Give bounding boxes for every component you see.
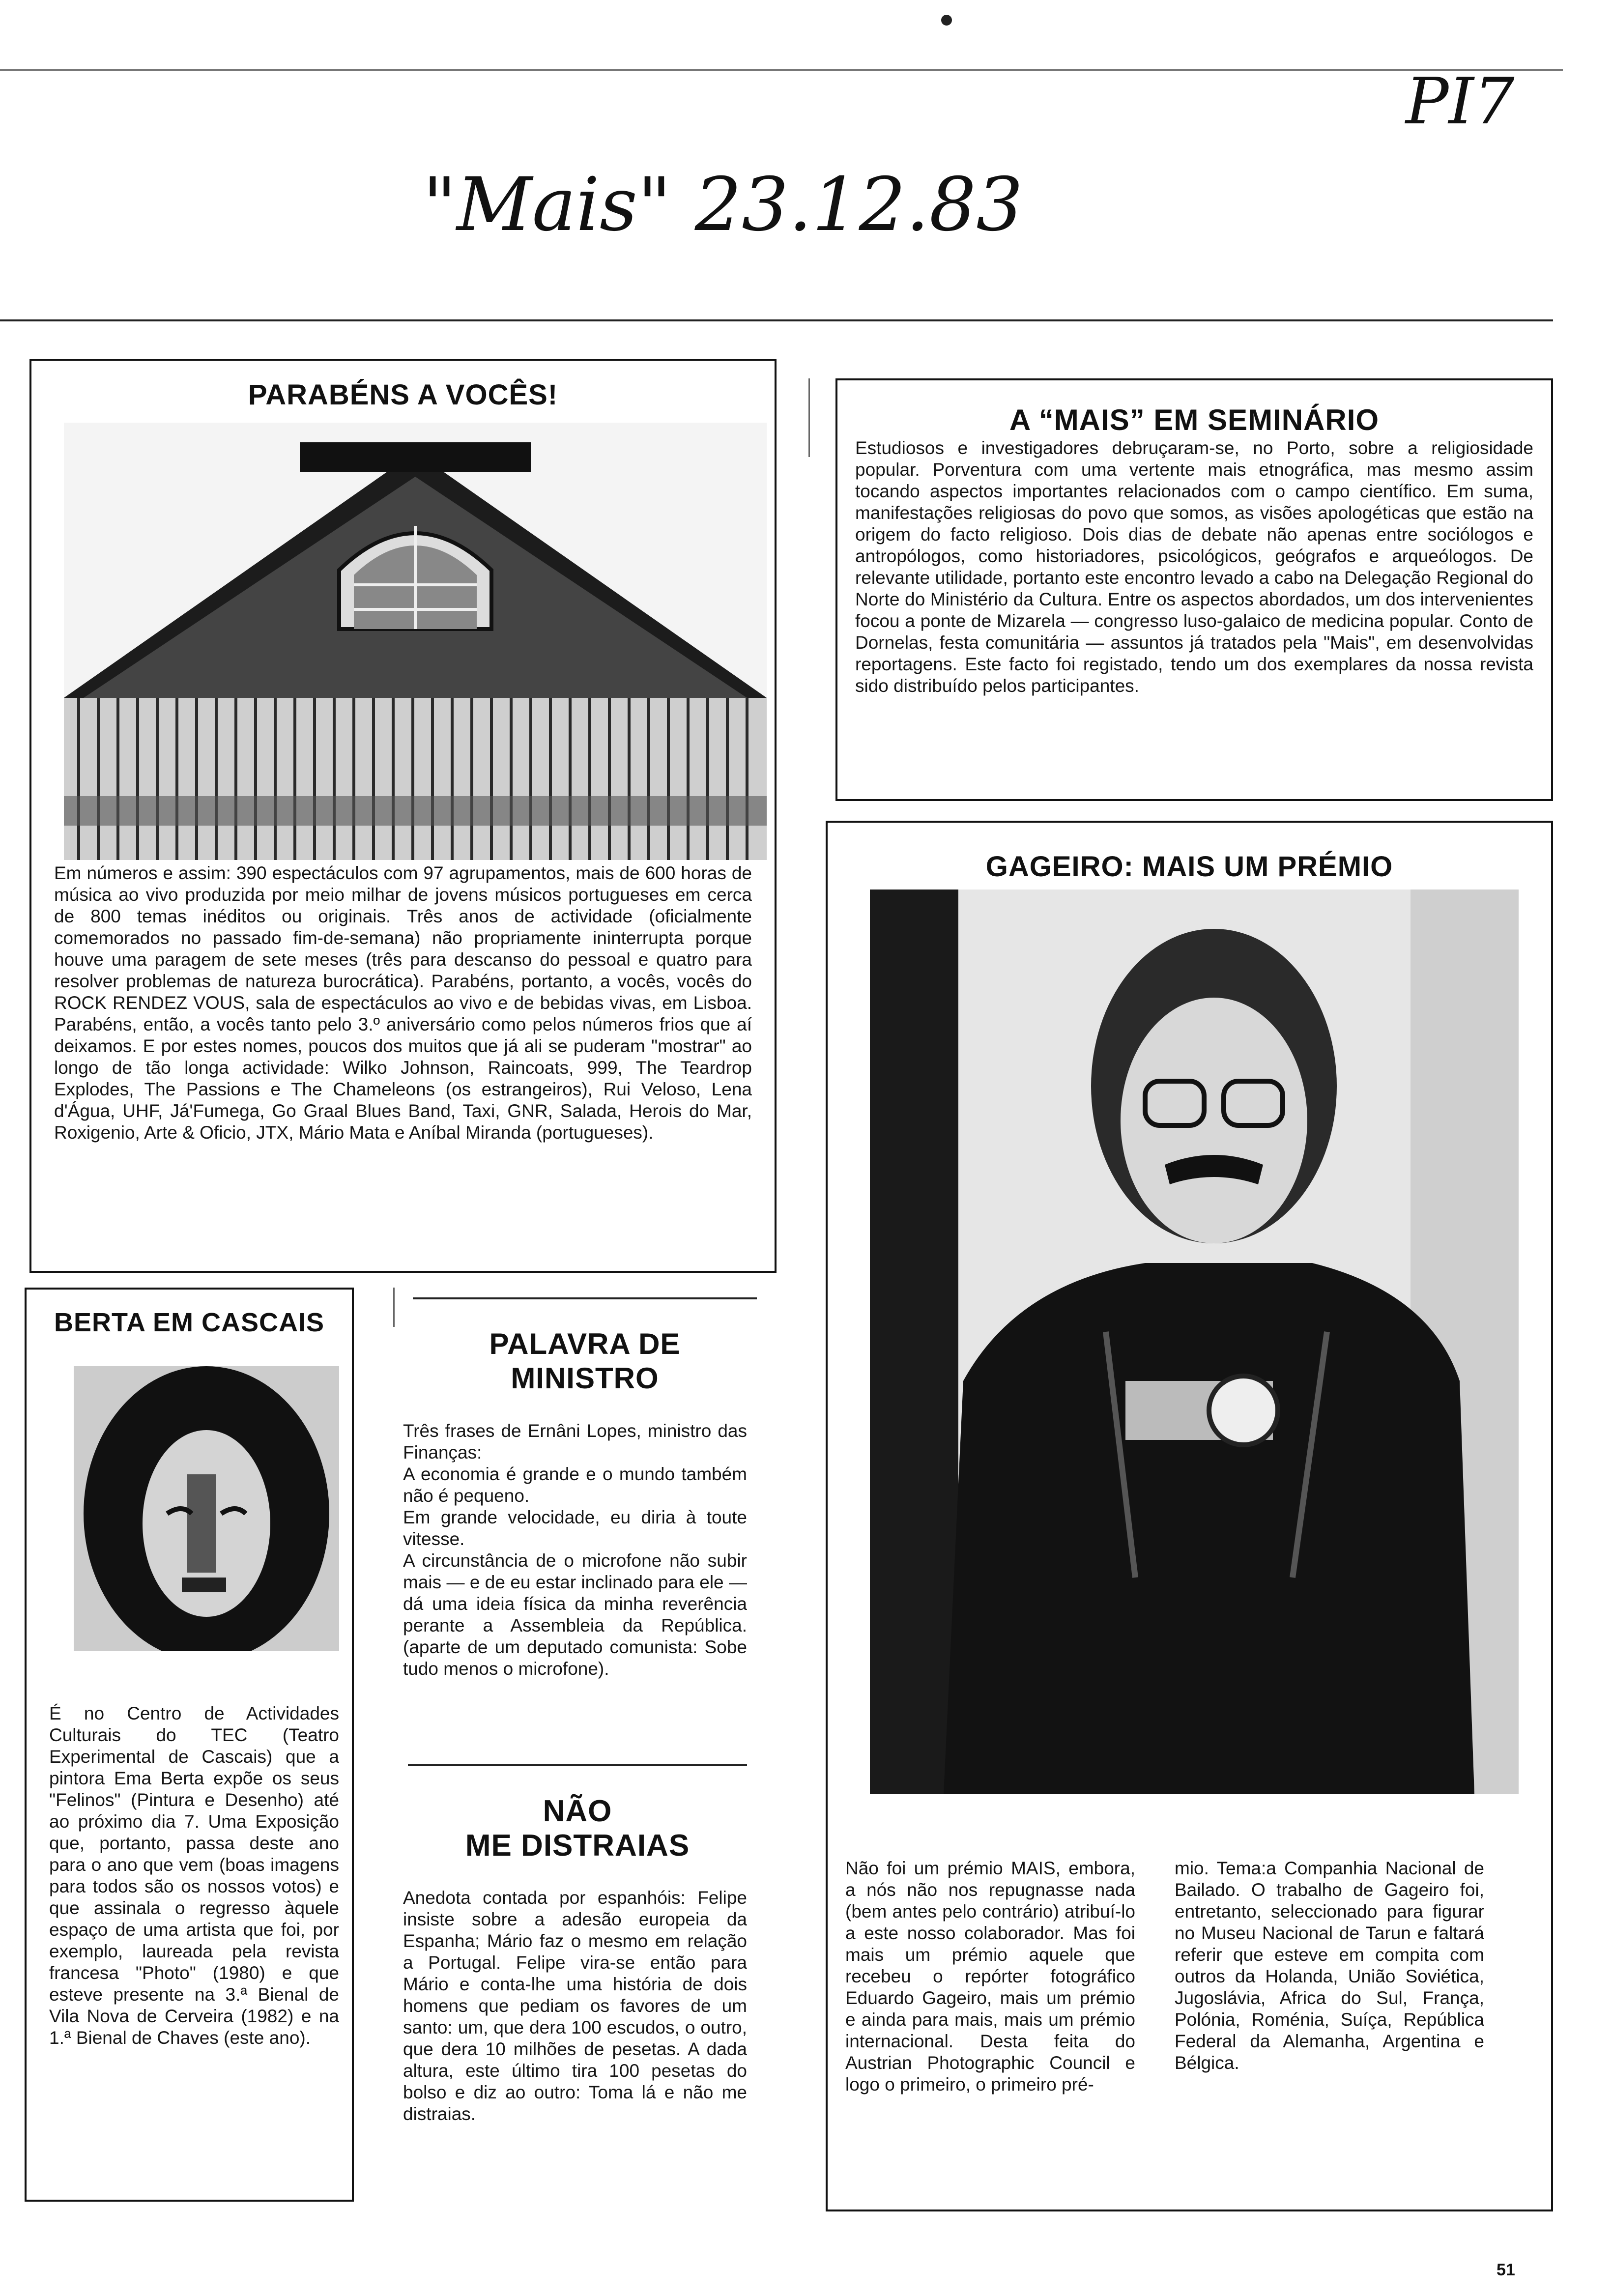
ministro-paragraph-1: Três frases de Ernâni Lopes, ministro das Finanças:: [403, 1421, 747, 1463]
scan-dot: [941, 15, 952, 26]
article-body-distraias: Anedota contada por espanhóis: Felipe insiste sobre a adesão europeia da Espanha; Mário faz o mesmo em relação a Portugal. Felipe vira-se então para Mário e conta-lhe uma história de dois homens que pediam os favores de um santo: um, que dera 100 escudos, o outro, que dera 10 milhões de pesetas. A dada altura, este último tira 100 pesetas do bolso e diz ao outro: Toma lá e não me distraias.: [403, 1888, 747, 2124]
ministro-paragraph-3: Em grande velocidade, eu diria à toute vitesse.: [403, 1507, 747, 1549]
article-title-ministro-line2: MINISTRO: [511, 1362, 659, 1395]
article-title-gageiro: GAGEIRO: MAIS UM PRÉMIO: [985, 851, 1393, 883]
top-scan-line: [0, 69, 1563, 71]
article-body-gageiro-col1: Não foi um prémio MAIS, embora, a nós não nos repugnasse nada (bem antes pelo contrário) atribuí-lo a este nosso colaborador. Mas foi mais um prémio aquele que recebeu o repórter fotográfico Eduardo Gageiro, mais um prémio e ainda para mais, mais um prémio internacional. Desta feita do Austrian Photographic Council e logo o primeiro, o primeiro pré-: [845, 1858, 1135, 2095]
article-body-ministro: [403, 1420, 747, 1680]
ministro-top-rule: [413, 1297, 757, 1299]
article-title-ministro-line1: PALAVRA DE: [489, 1327, 681, 1360]
handwritten-mark: PI7: [1406, 64, 1515, 139]
article-title-distraias-line1: NÃO: [543, 1794, 612, 1828]
header-rule: [0, 319, 1553, 321]
article-body-berta: É no Centro de Actividades Culturais do TEC (Teatro Experimental de Cascais) que a pintora Ema Berta expõe os seus "Felinos" (Pintura e Desenho) até ao próximo dia 7. Uma Exposição que, portanto, passa deste ano para o ano que vem (boas imagens para todos são os nossos votos) e que assinala o regresso àquele espaço de uma artista que foi, por exemplo, laureada pela revista francesa "Photo" (1980) e que esteve presente na 3.ª Bienal de Vila Nova de Cerveira (1982) e na 1.ª Bienal de Chaves (este ano).: [49, 1703, 339, 2048]
article-body-gageiro-col2: mio. Tema:a Companhia Nacional de Bailado. O trabalho de Gageiro foi, entretanto, seleccionado para figurar no Museu Nacional de Tarun e faltará referir que esteve em compita com outros da Holanda, União Soviética, Jugoslávia, Africa do Sul, França, Polónia, Roménia, Suíça, República Federal da Alemanha, Argentina e Bélgica.: [1175, 1858, 1484, 2073]
article-title-distraias-line2: ME DISTRAIAS: [465, 1829, 690, 1863]
gageiro-portrait-photo: [870, 890, 1519, 1794]
ministro-paragraph-2: A economia é grande e o mundo também não é pequeno.: [403, 1464, 747, 1506]
ema-berta-portrait-photo: [74, 1366, 339, 1651]
article-body-parabens: Em números e assim: 390 espectáculos com 97 agrupamentos, mais de 600 horas de música ao vivo produzida por meio milhar de jovens músicos portugueses em cerca de 800 temas inéditos ou originais. Três anos de actividade (oficialmente comemorados no passado fim-de-semana) não propriamente ininterrupta porque houve uma paragem de sete meses (três para descanso do pessoal e quatro para resolver problemas de natureza burocrática). Parabéns, portanto, a vocês, vocês do ROCK RENDEZ VOUS, sala de espectáculos ao vivo e de bebidas vivas, em Lisboa. Parabéns, então, a vocês tanto pelo 3.º aniversário como pelos números frios que aí deixamos. E por estes nomes, poucos dos muitos que já ali se puderam "mostrar" ao longo de tão longa actividade: Wilko Johnson, Raincoats, 999, The Teardrop Explodes, The Passions e The Chameleons (os estrangeiros), Rui Veloso, Lena d'Água, UHF, Já'Fumega, Go Graal Blues Band, Taxi, GNR, Salada, Herois do Mar, Roxigenio, Arte & Oficio, JTX, Mário Mata e Aníbal Miranda (portugueses).: [54, 863, 752, 1143]
column-divider: [808, 378, 810, 457]
article-body-seminario: Estudiosos e investigadores debruçaram-se, no Porto, sobre a religiosidade popular. Porventura com uma vertente mais etnográfica, mas mesmo assim tocando aspectos importantes relacionados com o campo científico. Em suma, manifestações religiosas do povo que somos, as visões apologéticas que estão na origem do facto religioso. Dois dias de debate não apenas entre sociólogos e antropólogos, como historiadores, psicológicos, geógrafos e arqueólogos. De relevante utilidade, portanto este encontro levado a cabo na Delegação Regional do Norte do Ministério da Cultura. Entre os aspectos abordados, um dos intervenientes focou a ponte de Mizarela — congresso luso-galaico de medicina popular. Conto de Dornelas, festa comunitária — assuntos já tratados pela "Mais", em desenvolvidas reportagens. Este facto foi registado, tendo um dos exemplares da nossa revista sido distribuído pelos participantes.: [855, 438, 1533, 696]
column-divider-left: [393, 1288, 395, 1327]
distraias-top-rule: [408, 1764, 747, 1766]
article-title-parabens: PARABÉNS A VOCÊS!: [248, 379, 558, 411]
handwritten-title: "Mais" 23.12.83: [423, 162, 1023, 248]
article-title-berta: BERTA EM CASCAIS: [54, 1308, 324, 1337]
ministro-paragraph-4: A circunstância de o microfone não subir mais — e de eu estar inclinado para ele — dá uma ideia física da minha reverência perante a Assembleia da República. (aparte de um deputado comunista: Sobe tudo menos o microfone).: [403, 1550, 747, 1679]
rock-rendez-vous-photo: [64, 423, 767, 860]
page-number: 51: [1497, 2261, 1515, 2279]
article-title-seminario: A “MAIS” EM SEMINÁRIO: [1009, 403, 1380, 436]
